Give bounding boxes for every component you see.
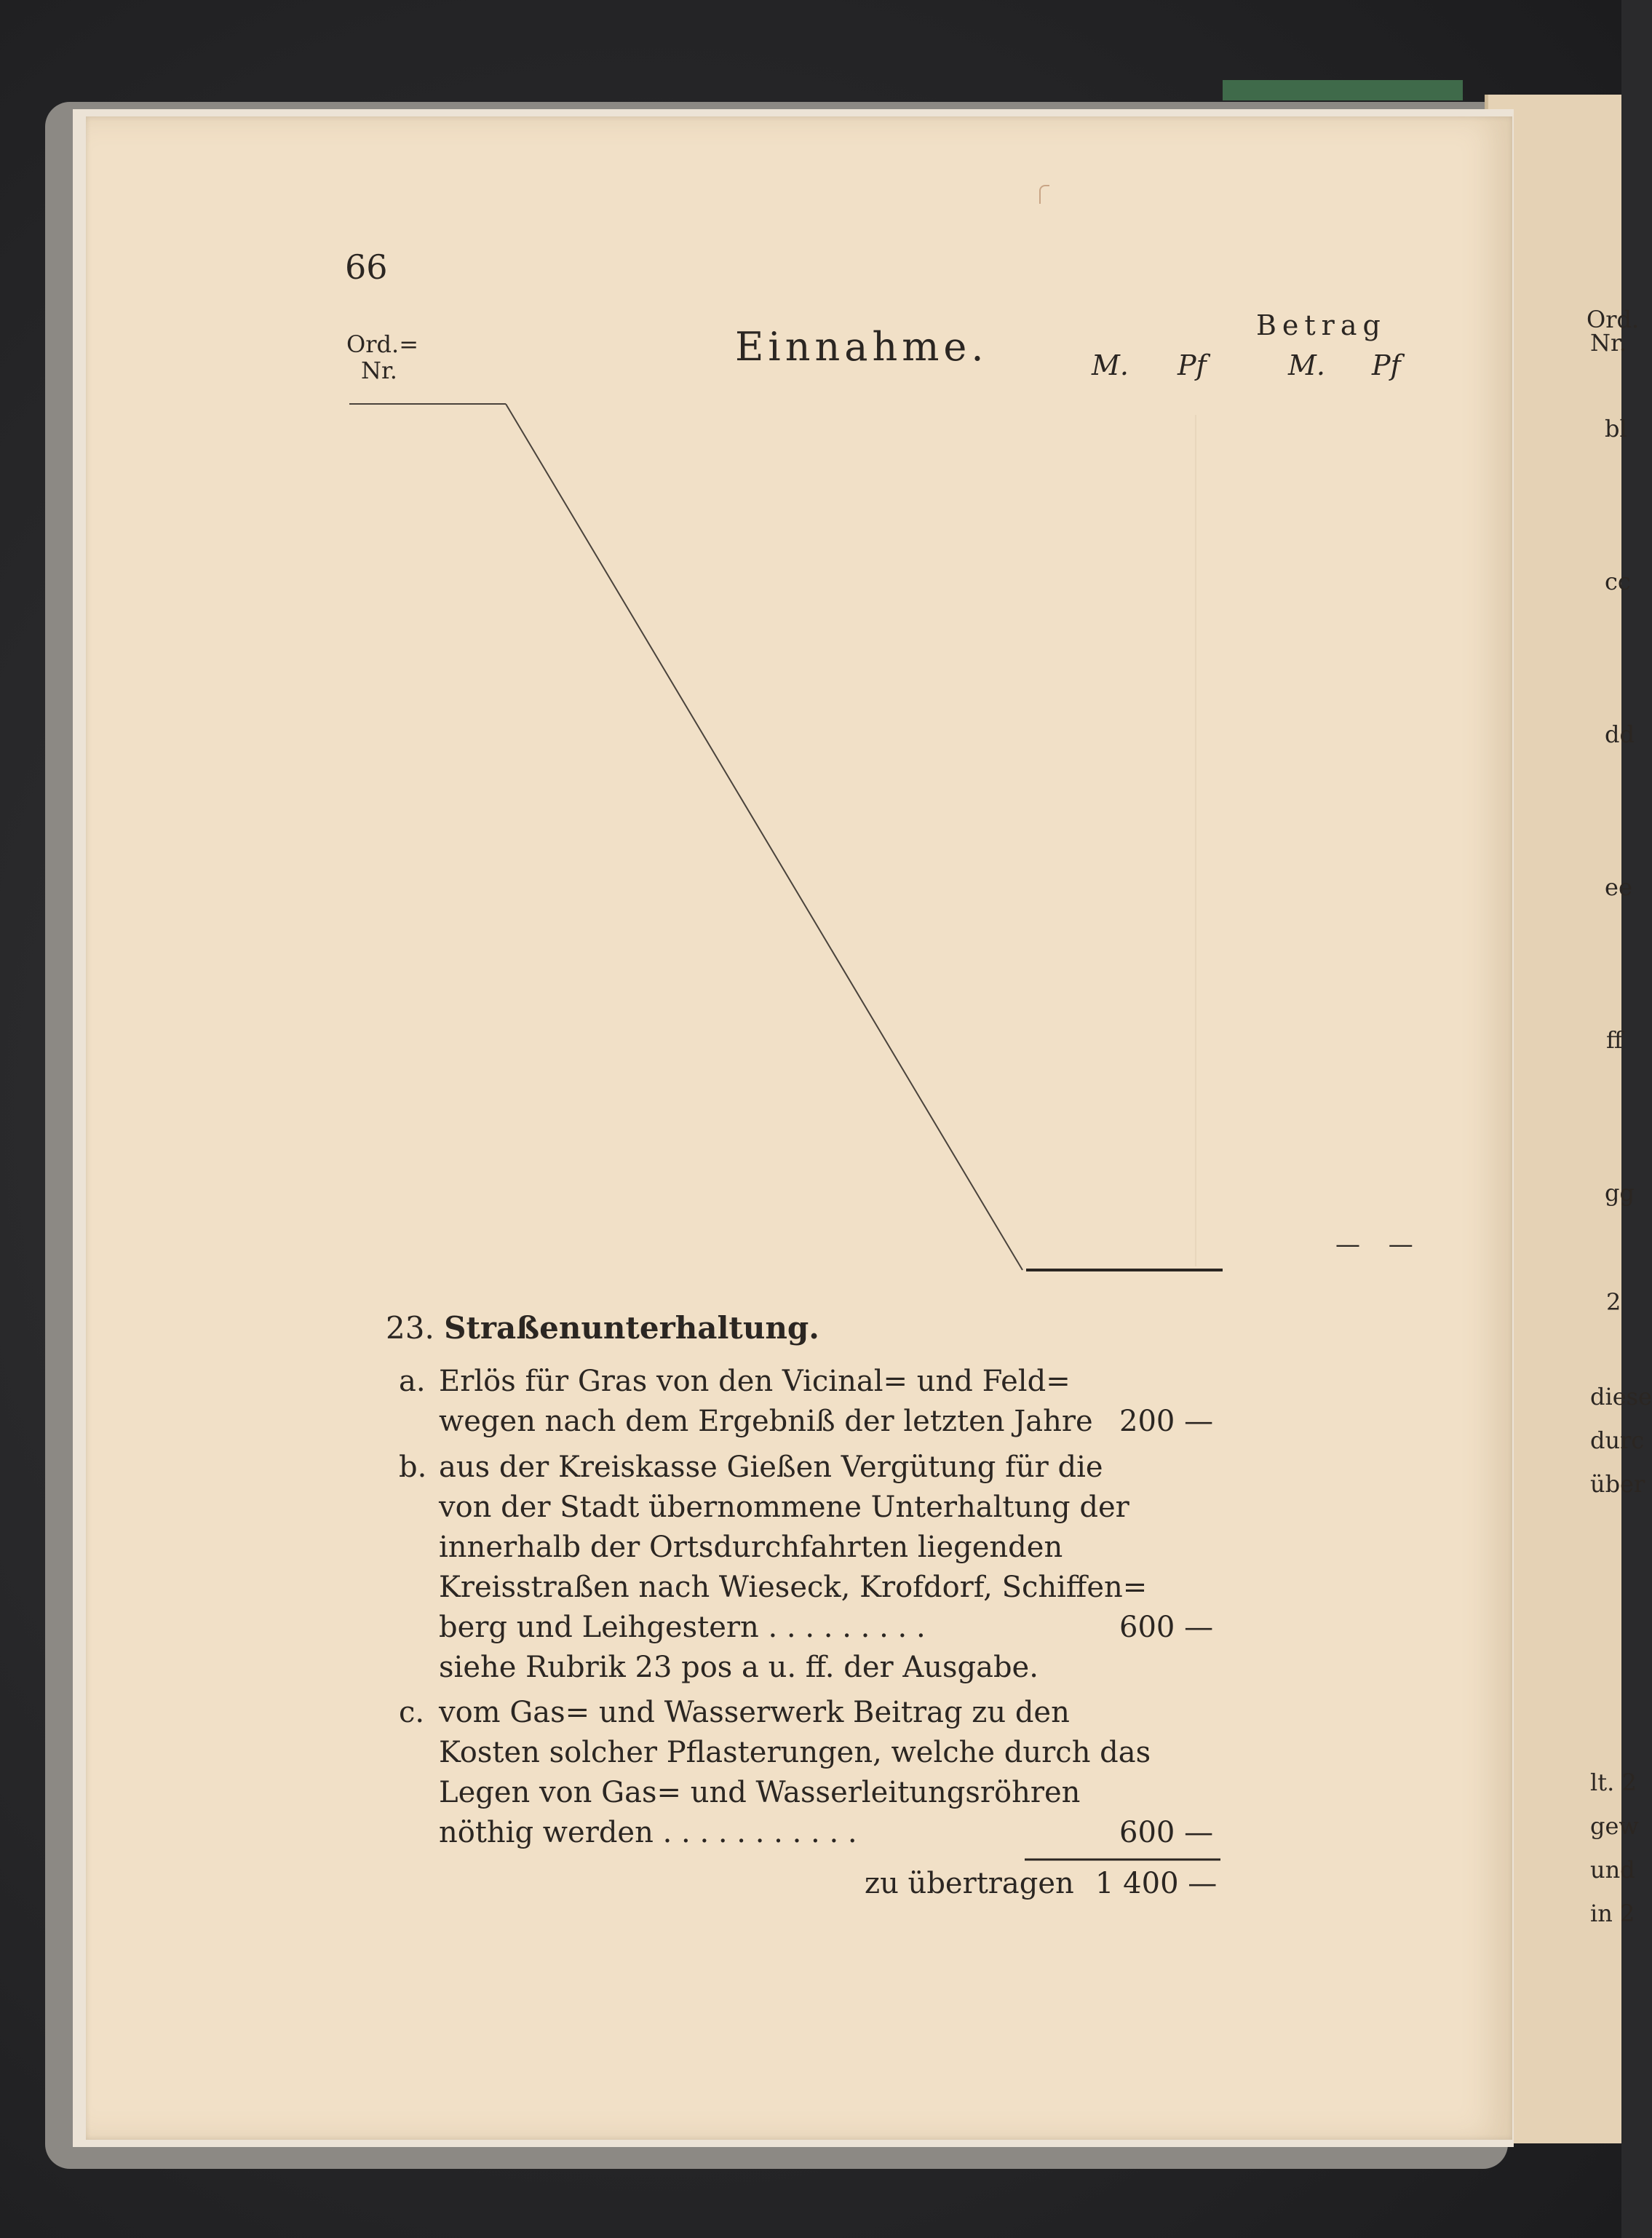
item-line: Kosten solcher Pflasterungen, welche durch das (439, 1736, 1151, 1769)
margin-fragment: Nr. (1590, 329, 1627, 357)
margin-fragment: gg (1605, 1179, 1635, 1207)
margin-fragment: 2 (1606, 1288, 1621, 1316)
page-title: Einnahme. (735, 324, 988, 370)
carry-forward-amount: 1 400 — (1095, 1867, 1218, 1900)
item-letter: b. (399, 1451, 427, 1484)
column-header-betrag: Betrag (1256, 309, 1386, 341)
placeholder-dashes: — — (1335, 1230, 1423, 1259)
page-number: 66 (345, 247, 388, 287)
column-header-pfennig-1: Pf (1178, 349, 1207, 381)
column-header-mark-1: M. (1092, 349, 1129, 381)
margin-fragment: und (1590, 1856, 1635, 1884)
section-title: Straßenunterhaltung. (444, 1310, 819, 1346)
column-header-ord: Ord.= (346, 330, 418, 358)
item-line: berg und Leihgestern . . . . . . . . . (439, 1611, 926, 1644)
item-amount: 600 — (1119, 1611, 1214, 1644)
margin-fragment: dd (1605, 721, 1635, 748)
item-line: Legen von Gas= und Wasserleitungsröhren (439, 1776, 1081, 1809)
margin-fragment: diese (1590, 1383, 1652, 1410)
item-line: aus der Kreiskasse Gießen Vergütung für die (439, 1451, 1103, 1484)
item-line: Erlös für Gras von den Vicinal= und Feld= (439, 1365, 1071, 1398)
item-line: Kreisstraßen nach Wieseck, Krofdorf, Schiffen= (439, 1571, 1148, 1604)
carry-forward-label: zu übertragen (865, 1867, 1074, 1900)
column-header-nr: Nr. (361, 357, 397, 384)
column-header-pfennig-2: Pf (1372, 349, 1401, 381)
section-heading (386, 1310, 819, 1346)
margin-fragment: ff (1606, 1026, 1623, 1054)
margin-fragment: in 2 (1590, 1900, 1635, 1927)
margin-fragment: lt. 2 (1590, 1769, 1637, 1796)
item-letter: a. (399, 1365, 426, 1398)
margin-fragment: bl (1605, 415, 1627, 443)
item-line: von der Stadt übernommene Unterhaltung der (439, 1491, 1129, 1524)
item-line: innerhalb der Ortsdurchfahrten liegenden (439, 1531, 1063, 1564)
margin-fragment: über (1590, 1470, 1645, 1498)
item-line: wegen nach dem Ergebniß der letzten Jahre (439, 1405, 1093, 1438)
item-line: nöthig werden . . . . . . . . . . . (439, 1816, 857, 1849)
margin-fragment: durc (1590, 1426, 1645, 1454)
item-line: siehe Rubrik 23 pos a u. ff. der Ausgabe. (439, 1651, 1039, 1684)
margin-fragment: ee (1605, 873, 1632, 901)
item-line: vom Gas= und Wasserwerk Beitrag zu den (439, 1696, 1070, 1729)
item-amount: 600 — (1119, 1816, 1214, 1849)
margin-fragment: gew (1590, 1812, 1639, 1840)
section-number: 23. (386, 1310, 434, 1346)
item-letter: c. (399, 1696, 425, 1729)
cancel-stroke (506, 404, 1022, 1270)
margin-fragment: Ord. (1587, 306, 1640, 333)
column-header-mark-2: M. (1288, 349, 1325, 381)
item-amount: 200 — (1119, 1405, 1214, 1438)
margin-fragment: cc (1605, 568, 1631, 595)
